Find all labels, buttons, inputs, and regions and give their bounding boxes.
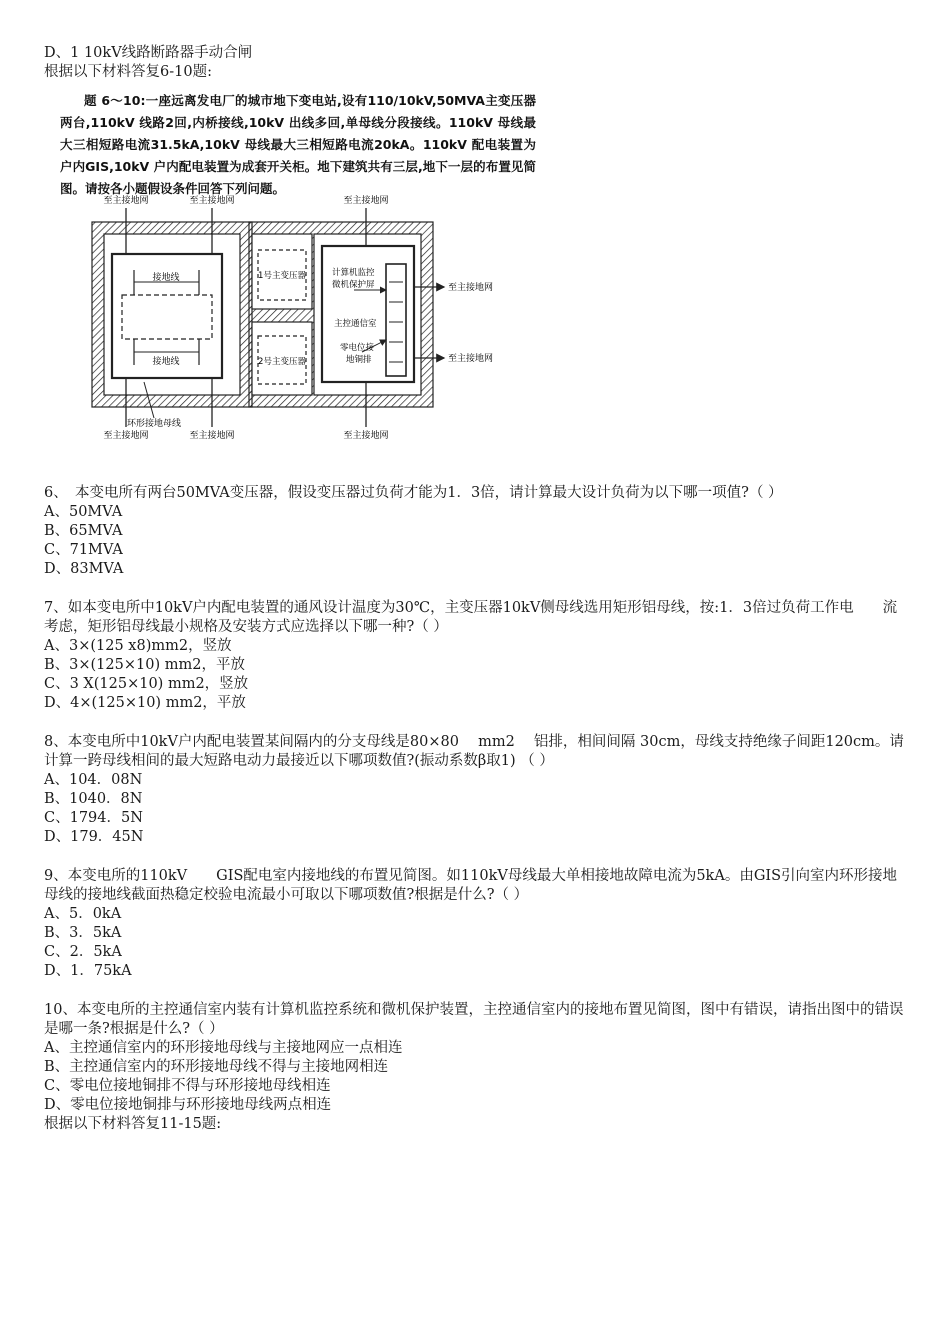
substation-figure (44, 82, 542, 464)
label-main-grid-right-1: 至主接地网 (448, 283, 494, 293)
section-intro-11-15: 根据以下材料答复11-15题: (44, 1116, 222, 1132)
label-ring-bus: 环形接地母线 (126, 419, 182, 429)
question-stem: 9、本变电所的110kV GIS配电室内接地线的布置见简图。如110kV母线最大单相接地故障电流为5kA。由GIS引向室内环形接地母线的接地线截面热稳定校验电流最小可取以下哪项数值?根据是什么?（ ） (44, 868, 898, 903)
option-a: A、5．0kA (44, 906, 122, 922)
label-main-grid-top-2: 至主接地网 (189, 196, 235, 206)
label-main-grid-bottom-3: 至主接地网 (343, 431, 389, 441)
label-monitor-1: 计算机监控 (332, 268, 375, 278)
label-main-grid-bottom-1: 至主接地网 (103, 431, 149, 441)
label-transformer-1: 1号主变压器 (258, 271, 306, 281)
option-d: D、4×(125×10) mm2，平放 (44, 695, 246, 711)
label-ground-wire-bottom: 接地线 (152, 357, 180, 367)
option-c: C、2．5kA (44, 944, 122, 960)
option-b: B、主控通信室内的环形接地母线不得与主接地网相连 (44, 1059, 389, 1075)
question-stem: 10、本变电所的主控通信室内装有计算机监控系统和微机保护装置，主控通信室内的接地布置见简图，图中有错误，请指出图中的错误是哪一条?根据是什么?（ ） (44, 1002, 904, 1037)
question-stem: 8、本变电所中10kV户内配电装置某间隔内的分支母线是80×80 mm2 铝排，相间间隔 30cm，母线支持绝缘子间距120cm。请计算一跨母线相间的最大短路电动力最接近以下哪项数值?(振动系数β取1) （ ） (44, 734, 904, 769)
option-d: D、83MVA (44, 561, 124, 577)
option-b: B、3×(125×10) mm2，平放 (44, 657, 245, 673)
question-10 (44, 1001, 904, 1134)
question-stem: 6、 本变电所有两台50MVA变压器，假设变压器过负荷才能为1．3倍，请计算最大设计负荷为以下哪一项值?（ ） (44, 485, 783, 501)
label-main-grid-right-2: 至主接地网 (448, 354, 494, 364)
option-a: A、104．08N (44, 772, 143, 788)
figure-description: 题 6～10:一座远离发电厂的城市地下变电站,设有110/10kV,50MVA主变压器两台,110kV 线路2回,内桥接线,10kV 出线多回,单母线分段接线。110kV 母线最大三相短路电流31.5kA,10kV 母线最大三相短路电流20kA。110kV 配电装置为户内GIS,10kV 户内配电装置为成套开关柜。地下建筑共有三层,地下一层的布置见简图。请按各小题假设条件回答下列问题。 (60, 93, 536, 196)
label-zero-bar-2: 地铜排 (346, 355, 372, 365)
label-control-room: 主控通信室 (334, 319, 377, 329)
option-b: B、65MVA (44, 523, 123, 539)
option-c: C、零电位接地铜排不得与环形接地母线相连 (44, 1078, 331, 1094)
label-ground-wire-top: 接地线 (152, 273, 180, 283)
left-building-wall (92, 222, 252, 407)
option-b: B、3．5kA (44, 925, 122, 941)
question-9 (44, 867, 904, 981)
option-c: C、1794．5N (44, 810, 143, 826)
option-b: B、1040．8N (44, 791, 143, 807)
label-transformer-2: 2号主变压器 (258, 357, 306, 367)
label-main-grid-top-3: 至主接地网 (343, 196, 389, 206)
label-main-grid-bottom-2: 至主接地网 (189, 431, 235, 441)
question-8 (44, 733, 904, 847)
option-a: A、50MVA (44, 504, 123, 520)
question-stem: 7、如本变电所中10kV户内配电装置的通风设计温度为30℃，主变压器10kV侧母线选用矩形铝母线，按:1．3倍过负荷工作电 流考虑，矩形铝母线最小规格及安装方式应选择以下哪一种?（ ） (44, 600, 898, 635)
label-main-grid-top-1: 至主接地网 (103, 196, 149, 206)
option-a: A、3×(125 x8)mm2，竖放 (44, 638, 232, 654)
question-7 (44, 599, 904, 713)
option-c: C、3 X(125×10) mm2，竖放 (44, 676, 249, 692)
layout-diagram (44, 82, 542, 464)
label-zero-bar-1: 零电位接 (340, 343, 375, 353)
option-a: A、主控通信室内的环形接地母线与主接地网应一点相连 (44, 1040, 403, 1056)
zero-potential-copper-bar (386, 264, 406, 376)
question-6 (44, 484, 904, 579)
section-intro-6-10: 根据以下材料答复6-10题: (44, 64, 212, 80)
option-c: C、71MVA (44, 542, 123, 558)
prev-question-option-d: D、1 10kV线路断路器手动合闸 (44, 45, 253, 61)
option-d: D、零电位接地铜排与环形接地母线两点相连 (44, 1097, 332, 1113)
label-monitor-2: 微机保护屏 (332, 280, 375, 290)
option-d: D、1．75kA (44, 963, 132, 979)
option-d: D、179．45N (44, 829, 144, 845)
